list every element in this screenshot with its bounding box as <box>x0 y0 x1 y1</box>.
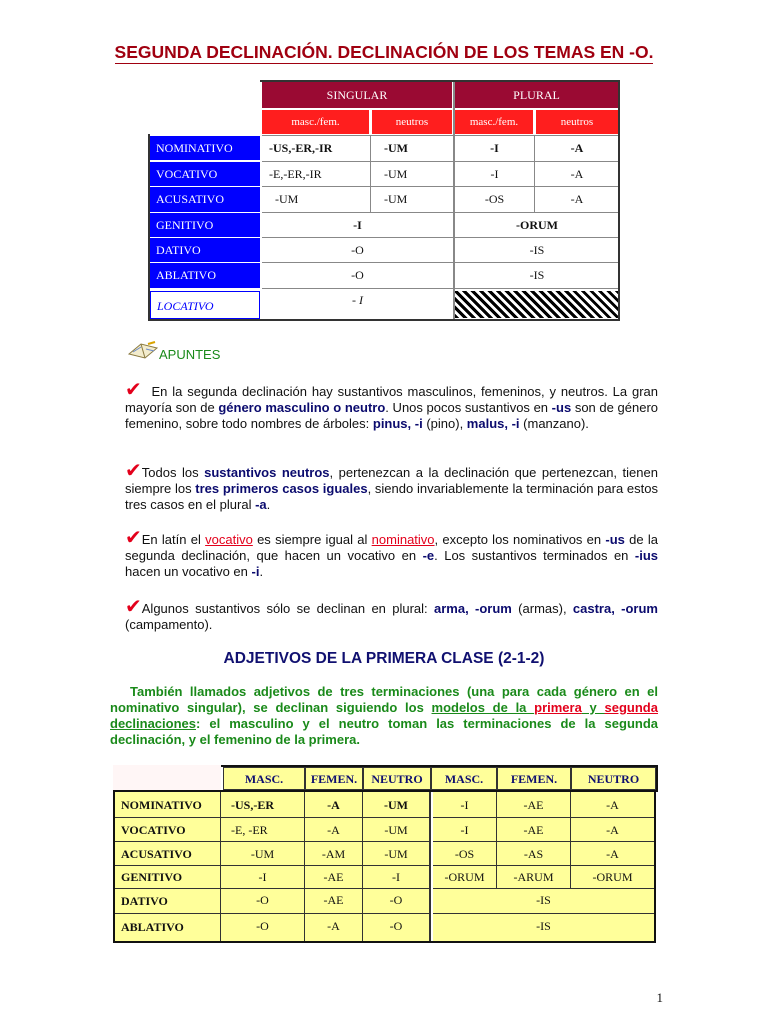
note-3: ✔En latín el vocativo es siempre igual al nominativo, excepto los nominativos en -us de la segunda declinación, que hacen un vocativo en -e. Los sustantivos terminados en -ius hacen un vocativo en -i. <box>125 527 658 579</box>
adj-cell-dativo-plural: -IS <box>433 889 654 914</box>
cell-nom-sg-n: -UM <box>372 137 452 159</box>
check-icon: ✔ <box>125 460 142 482</box>
adj-case-ablativo: ABLATIVO <box>115 914 221 941</box>
adj-cell: -I <box>221 866 305 889</box>
adj-cell: -AS <box>497 842 571 866</box>
adj-cell: -AE <box>497 792 571 818</box>
cell-dat-pl: -IS <box>456 239 618 261</box>
case-dativo: DATIVO <box>150 238 260 262</box>
cell-nom-sg-mf: -US,-ER,-IR <box>265 137 369 159</box>
adj-cell: -A <box>571 842 654 866</box>
cell-loc-sg: - I <box>263 290 452 312</box>
adj-cell: -O <box>363 889 431 914</box>
adj-cell: -AE <box>305 866 363 889</box>
adj-cell: -UM <box>363 842 431 866</box>
adj-cell: -AM <box>305 842 363 866</box>
check-icon: ✔ <box>125 596 142 618</box>
cell-acu-pl-n: -A <box>536 188 618 210</box>
check-icon: ✔ <box>125 379 142 401</box>
adj-cell: -E, -ER <box>221 818 305 842</box>
adj-case-genitivo: GENITIVO <box>115 866 221 889</box>
header-singular: SINGULAR <box>262 82 452 108</box>
adj-cell: -ORUM <box>433 866 497 889</box>
adj-cell: -AE <box>305 889 363 914</box>
adj-cell: -O <box>221 914 305 941</box>
cell-gen-pl: -ORUM <box>456 214 618 236</box>
cell-loc-pl-hatched <box>455 291 618 318</box>
adj-cell: -A <box>571 818 654 842</box>
cell-voc-pl-mf: -I <box>456 163 533 185</box>
cell-voc-pl-n: -A <box>536 163 618 185</box>
adj-cell: -O <box>363 914 431 941</box>
adj-cell: -I <box>363 866 431 889</box>
note-2: ✔Todos los sustantivos neutros, pertenezcan a la declinación que pertenezcan, tienen siempre los tres primeros casos iguales, siendo invariablemente la terminación para estos tres casos en el plural -a. <box>125 460 658 512</box>
adj-header-masc-pl: MASC. <box>431 767 497 790</box>
adj-cell: -UM <box>363 792 431 818</box>
cell-abl-pl: -IS <box>456 264 618 287</box>
adj-header-neutro-pl: NEUTRO <box>571 767 656 790</box>
cell-nom-pl-mf: -I <box>456 137 533 159</box>
adj-case-vocativo: VOCATIVO <box>115 818 221 842</box>
adj-cell: -AE <box>497 818 571 842</box>
note-4: ✔Algunos sustantivos sólo se declinan en plural: arma, -orum (armas), castra, -orum (campamento). <box>125 596 658 632</box>
cell-acu-sg-n: -UM <box>372 188 452 210</box>
cell-voc-sg-mf: -E,-ER,-IR <box>265 163 369 185</box>
adj-cell: -UM <box>221 842 305 866</box>
cell-acu-sg-mf: -UM <box>265 188 369 210</box>
cell-voc-sg-n: -UM <box>372 163 452 185</box>
adj-cell: -US,-ER <box>221 792 305 818</box>
intro-paragraph: También llamados adjetivos de tres terminaciones (una para cada género en el nominativo singular), se declinan siguiendo los modelos de la primera y segunda declinaciones: el masculino y el neutro toman las terminaciones de la segunda declinación, y el femenino de la primera. <box>110 684 658 747</box>
adj-case-dativo: DATIVO <box>115 889 221 914</box>
adj-cell: -ORUM <box>571 866 654 889</box>
cell-dat-sg: -O <box>263 239 452 261</box>
adj-cell: -OS <box>433 842 497 866</box>
adj-case-acusativo: ACUSATIVO <box>115 842 221 866</box>
case-acusativo: ACUSATIVO <box>150 187 260 212</box>
adj-cell: -ARUM <box>497 866 571 889</box>
note-1: ✔ En la segunda declinación hay sustantivos masculinos, femeninos, y neutros. La gran mayoría son de género masculino o neutro. Unos pocos sustantivos en -us son de género femenino, sobre todo nombres de árboles: pinus, -i (pino), malus, -i (manzano). <box>125 379 659 431</box>
cell-gen-sg: -I <box>263 214 452 236</box>
adj-cell: -I <box>433 818 497 842</box>
header-sg-masc-fem: masc./fem. <box>262 110 369 134</box>
adj-header-femen-pl: FEMEN. <box>497 767 571 790</box>
case-vocativo: VOCATIVO <box>150 162 260 186</box>
case-nominativo: NOMINATIVO <box>150 136 260 160</box>
adj-cell: -O <box>221 889 305 914</box>
page-number: 1 <box>656 990 663 1005</box>
adj-header-masc-sg: MASC. <box>223 767 305 790</box>
adj-cell: -A <box>305 914 363 941</box>
cell-nom-pl-n: -A <box>536 137 618 159</box>
header-sg-neutros: neutros <box>372 110 452 134</box>
adj-cell: -UM <box>363 818 431 842</box>
adj-cell: -A <box>305 792 363 818</box>
header-pl-neutros: neutros <box>536 110 618 134</box>
header-pl-masc-fem: masc./fem. <box>455 110 533 134</box>
check-icon: ✔ <box>125 527 142 549</box>
adj-cell: -A <box>571 792 654 818</box>
apuntes-label: APUNTES <box>159 347 221 362</box>
cell-abl-sg: -O <box>263 264 452 287</box>
adj-cell: -A <box>305 818 363 842</box>
header-plural: PLURAL <box>455 82 618 108</box>
adj-cell: -I <box>433 792 497 818</box>
cell-acu-pl-mf: -OS <box>456 188 533 210</box>
case-ablativo: ABLATIVO <box>150 263 260 288</box>
notebook-icon <box>127 340 159 365</box>
adj-header-femen-sg: FEMEN. <box>305 767 363 790</box>
section-subtitle: ADJETIVOS DE LA PRIMERA CLASE (2-1-2) <box>223 650 545 667</box>
page-title: SEGUNDA DECLINACIÓN. DECLINACIÓN DE LOS TEMAS EN -O. <box>114 42 654 62</box>
case-locativo: LOCATIVO <box>150 291 260 319</box>
adj-cell-ablativo-plural: -IS <box>433 914 654 941</box>
adj-case-nominativo: NOMINATIVO <box>115 792 221 818</box>
adj-header-neutro-sg: NEUTRO <box>363 767 431 790</box>
case-genitivo: GENITIVO <box>150 213 260 237</box>
